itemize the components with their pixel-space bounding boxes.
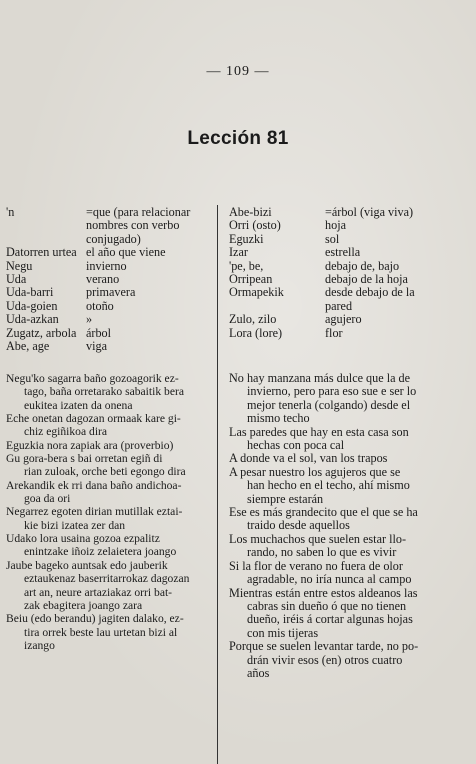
sentence: [229, 452, 471, 465]
sentence: [229, 372, 471, 426]
vocab-term: Izar: [229, 245, 248, 260]
vocab-row: [6, 340, 212, 353]
sentence-line: mejor tenerla (colgando) desde el: [247, 397, 411, 412]
vocabulary-left: [6, 206, 212, 353]
sentence-line: traido desde aquellos: [247, 518, 350, 533]
vocab-meaning: flor: [325, 325, 343, 340]
vocab-row: [6, 219, 212, 232]
vocab-meaning: primavera: [86, 285, 136, 300]
vocab-meaning: otoño: [86, 298, 114, 313]
vocab-row: [229, 286, 471, 299]
vocab-row: [6, 233, 212, 246]
vocab-row: [229, 233, 471, 246]
vocab-meaning: nombres con verbo: [86, 218, 180, 233]
vocab-row: [6, 273, 212, 286]
vocab-term: 'pe, be,: [229, 258, 264, 273]
vocab-term: Lora (lore): [229, 325, 283, 340]
sentence: [229, 640, 471, 680]
sentence-line: Mientras están entre estos aldeanos las: [229, 585, 418, 600]
sentence-line: Los muchachos que suelen estar llo-: [229, 531, 407, 546]
vocab-meaning: »: [86, 312, 93, 327]
vocab-row: [229, 246, 471, 259]
vocab-meaning: agujero: [325, 312, 362, 327]
sentence-line: agradable, no iría nunca al campo: [247, 572, 412, 587]
vocab-term: Negu: [6, 258, 33, 273]
page-number: — 109 —: [206, 64, 270, 79]
vocab-meaning: viga: [86, 339, 107, 354]
vocab-row: [229, 300, 471, 313]
sentence-line: rando, no saben lo que es vivir: [247, 545, 397, 560]
vocab-meaning: debajo de, bajo: [325, 258, 400, 273]
sentence: [6, 372, 214, 412]
vocab-row: [6, 260, 212, 273]
sentence: [229, 466, 471, 506]
vocab-meaning: estrella: [325, 245, 361, 260]
vocab-row: [6, 246, 212, 259]
sentence-line: eztaukenaz baserritarrokaz dagozan: [24, 572, 190, 586]
vocab-term: Eguzki: [229, 231, 264, 246]
sentence-line: tago, baña orretarako sabaitik bera: [24, 385, 184, 399]
sentence-line: hechas con poca cal: [247, 438, 345, 453]
sentence-line: dueño, iréis á cortar algunas hojas: [247, 612, 413, 627]
vocab-term: Uda: [6, 272, 27, 287]
sentence-line: Eguzkia nora zapiak ara (proverbio): [6, 438, 174, 452]
vocab-meaning: el año que viene: [86, 245, 166, 260]
sentence-line: enintzake iñoiz zelaietera joango: [24, 545, 177, 559]
vocab-row: [229, 313, 471, 326]
sentence-line: Arekandik ek rri dana baño andichoa-: [6, 478, 182, 492]
sentence: [6, 452, 214, 479]
vocab-term: Abe, age: [6, 339, 50, 354]
sentence-line: kie bizi izatea zer dan: [24, 518, 126, 532]
sentence: [229, 533, 471, 560]
sentence-line: siempre estarán: [247, 491, 324, 506]
sentence: [6, 412, 214, 439]
vocab-term: Zugatz, arbola: [6, 325, 77, 340]
sentence: [229, 587, 471, 641]
vocab-term: 'n: [6, 205, 15, 219]
vocab-row: [6, 206, 212, 219]
sentence-line: art an, neure artaziakaz orri bat-: [24, 585, 173, 599]
vocab-term: Abe-bizi: [229, 205, 272, 219]
sentence-line: No hay manzana más dulce que la de: [229, 371, 411, 385]
sentence-line: tira orrek beste lau urtetan bizi al: [24, 625, 178, 639]
sentence: [229, 426, 471, 453]
sentence-line: Negarrez egoten dirian mutillak eztai-: [6, 505, 183, 519]
sentence: [6, 612, 214, 652]
vocab-term: Orri (osto): [229, 218, 281, 233]
sentence-line: mismo techo: [247, 411, 310, 426]
sentence: [6, 479, 214, 506]
sentence-line: A donde va el sol, van los trapos: [229, 451, 388, 466]
sentence-line: han hecho en el techo, ahí mismo: [247, 478, 410, 493]
vocab-term: Zulo, zilo: [229, 312, 277, 327]
sentence-line: Las paredes que hay en esta casa son: [229, 424, 409, 439]
sentence-line: Beiu (edo berandu) jagiten dalako, ez-: [6, 612, 184, 626]
sentence: [229, 506, 471, 533]
vocab-term: Uda-azkan: [6, 312, 59, 327]
sentence-line: Udako lora usaina gozoa ezpalitz: [6, 532, 160, 546]
sentence-line: Ese es más grandecito que el que se ha: [229, 505, 418, 520]
vocab-term: Ormapekik: [229, 285, 284, 300]
vocab-row: [6, 313, 212, 326]
column-divider: [217, 205, 218, 764]
vocab-meaning: hoja: [325, 218, 346, 233]
vocabulary-right: [229, 206, 471, 340]
sentence-line: Eche onetan dagozan ormaak kare gi-: [6, 412, 181, 426]
sentence: [6, 439, 214, 452]
basque-sentences: [6, 372, 214, 652]
sentence: [6, 532, 214, 559]
sentence-line: chiz egiñikoa dira: [24, 425, 108, 439]
sentence-line: Jaube bageko auntsak edo jauberik: [6, 558, 168, 572]
sentence-line: A pesar nuestro los agujeros que se: [229, 464, 401, 479]
sentence-line: Si la flor de verano no fuera de olor: [229, 558, 403, 573]
vocab-row: [229, 219, 471, 232]
vocab-term: [6, 219, 86, 232]
sentence: [229, 560, 471, 587]
vocab-term: Datorren urtea: [6, 245, 77, 260]
vocab-meaning: pared: [325, 298, 353, 313]
vocab-meaning: sol: [325, 231, 340, 246]
sentence-line: drán vivir esos (en) otros cuatro: [247, 652, 403, 667]
vocab-row: [229, 260, 471, 273]
vocab-meaning: desde debajo de la: [325, 285, 415, 300]
sentence: [6, 505, 214, 532]
sentence: [6, 559, 214, 612]
vocab-row: [6, 286, 212, 299]
vocab-term: Uda-goien: [6, 298, 58, 313]
vocab-meaning: verano: [86, 272, 120, 287]
vocab-meaning: árbol: [86, 325, 112, 340]
sentence-line: invierno, pero para eso sue e ser lo: [247, 384, 417, 399]
sentence-line: Gu gora-bera s bai orretan egiñ di: [6, 452, 163, 466]
vocab-meaning: invierno: [86, 258, 127, 273]
vocab-term: Orripean: [229, 272, 273, 287]
sentence-line: rian zuloak, orche beti egongo dira: [24, 465, 186, 479]
sentence-line: izango: [24, 638, 55, 652]
sentence-line: Porque se suelen levantar tarde, no po-: [229, 639, 419, 654]
vocab-meaning: debajo de la hoja: [325, 272, 408, 287]
vocab-meaning: conjugado): [86, 231, 141, 246]
sentence-line: años: [247, 665, 270, 680]
spanish-translations: [229, 372, 471, 680]
vocab-row: [229, 327, 471, 340]
sentence-line: eukitea izaten da onena: [24, 398, 133, 412]
vocab-term: [229, 300, 325, 313]
vocab-term: [6, 233, 86, 246]
sentence-line: cabras sin dueño ó que no tienen: [247, 598, 407, 613]
sentence-line: zak ebagitera joango zara: [24, 598, 143, 612]
vocab-row: [6, 327, 212, 340]
vocab-term: Uda-barri: [6, 285, 54, 300]
vocab-meaning: =árbol (viga viva): [325, 205, 414, 219]
vocab-row: [6, 300, 212, 313]
sentence-line: goa da ori: [24, 492, 71, 506]
sentence-line: con mis tijeras: [247, 625, 319, 640]
vocab-row: [229, 206, 471, 219]
vocab-meaning: =que (para relacionar: [86, 205, 191, 219]
lesson-title: Lección 81: [187, 128, 289, 149]
vocab-row: [229, 273, 471, 286]
sentence-line: Negu'ko sagarra baño gozoagorik ez-: [6, 372, 179, 385]
